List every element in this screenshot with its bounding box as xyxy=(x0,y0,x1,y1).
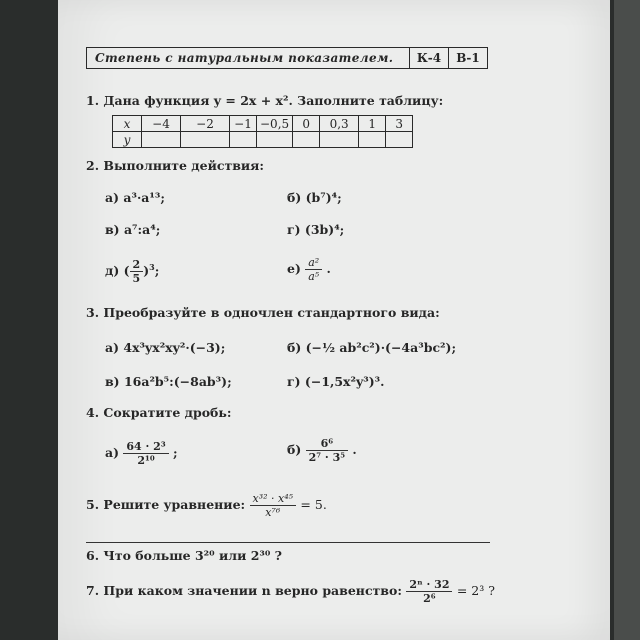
task-7 xyxy=(86,578,495,605)
task-7-number: 7. xyxy=(86,583,100,598)
task-2e-label: е) xyxy=(287,261,301,276)
fraction-num: a² xyxy=(305,256,322,270)
table-cell xyxy=(142,132,181,148)
task-6 xyxy=(86,548,282,563)
fraction xyxy=(305,256,322,283)
task-2-number: 2. xyxy=(86,158,100,173)
task-4b: б) $\frac{\text{6⁶}}{\text{2⁷ · 3⁵}}$ . xyxy=(287,437,357,464)
task-1 xyxy=(86,93,443,108)
task-4a-label: а) xyxy=(105,445,120,460)
task-2-text: Выполните действия: xyxy=(103,158,265,173)
task-2a: а) a³·a¹³; xyxy=(105,190,165,205)
fraction-num: x³² · x⁴⁵ xyxy=(250,492,297,506)
table-cell xyxy=(181,132,230,148)
task-2v: в) a⁷:a⁴; xyxy=(105,222,161,237)
value-table xyxy=(112,115,413,148)
header-box xyxy=(86,47,488,69)
task-1-number: 1. xyxy=(86,93,100,108)
task-1-text: Дана функция y = 2x + x². Заполните таблицу: xyxy=(103,93,444,108)
table-y-label: y xyxy=(113,132,142,148)
fraction-num: 2ⁿ · 32 xyxy=(406,578,452,592)
task-2d-label: д) xyxy=(105,263,120,278)
fraction xyxy=(250,492,297,519)
table-cell xyxy=(359,132,386,148)
task-2 xyxy=(86,158,264,173)
task-2g: г) (3b)⁴; xyxy=(287,222,345,237)
task-2e: е) $\frac{\text{a²}}{\text{a⁵}}$ . xyxy=(287,256,331,283)
task-4 xyxy=(86,405,232,420)
table-cell xyxy=(257,132,293,148)
table-row xyxy=(113,116,413,132)
task-3-number: 3. xyxy=(86,305,100,320)
task-6-text: Что больше 3²⁰ или 2³⁰ ? xyxy=(103,548,283,563)
table-cell: −4 xyxy=(142,116,181,132)
table-cell: −2 xyxy=(181,116,230,132)
table-cell xyxy=(293,132,320,148)
fraction-den: 2¹⁰ xyxy=(137,454,155,467)
fraction-num: 6⁶ xyxy=(306,437,348,451)
fraction xyxy=(130,258,144,285)
task-6-number: 6. xyxy=(86,548,100,563)
fraction-den: 2⁷ · 3⁵ xyxy=(308,451,346,464)
task-3v: в) 16a²b⁵:(−8ab³); xyxy=(105,374,232,389)
table-cell: 1 xyxy=(359,116,386,132)
header-v: В-1 xyxy=(456,51,480,65)
header-k: К-4 xyxy=(410,48,449,68)
fraction xyxy=(406,578,452,605)
table-cell: −0,5 xyxy=(257,116,293,132)
header-title: Степень с натуральным показателем. xyxy=(87,48,410,68)
equation-rhs: = 5. xyxy=(300,497,327,512)
fraction-num: 64 · 2³ xyxy=(123,440,168,454)
table-row xyxy=(113,132,413,148)
task-2b: б) (b⁷)⁴; xyxy=(287,190,342,205)
equation-rhs: = 2³ ? xyxy=(456,583,495,598)
fraction-den: 2⁶ xyxy=(423,592,436,605)
task-7-text: При каком значении n верно равенство: xyxy=(103,583,402,598)
table-x-label: x xyxy=(113,116,142,132)
task-4-text: Сократите дробь: xyxy=(103,405,232,420)
table-cell: 3 xyxy=(386,116,413,132)
table-cell xyxy=(386,132,413,148)
task-3b: б) (−½ ab²c²)·(−4a³bc²); xyxy=(287,340,457,355)
task-3a: а) 4x³yx²xy²·(−3); xyxy=(105,340,226,355)
fraction-den: 5 xyxy=(132,272,141,285)
task-4-number: 4. xyxy=(86,405,100,420)
table-cell xyxy=(320,132,359,148)
exponent: 3 xyxy=(149,261,155,272)
task-3-text: Преобразуйте в одночлен стандартного вида: xyxy=(103,305,440,320)
task-5 xyxy=(86,492,327,519)
table-cell xyxy=(230,132,257,148)
page-edge xyxy=(614,0,640,640)
task-4a: а) $\frac{\text{64 · 2³}}{\text{2¹⁰}}$ ; xyxy=(105,440,178,467)
table-cell: −1 xyxy=(230,116,257,132)
fraction xyxy=(306,437,348,464)
task-3 xyxy=(86,305,440,320)
divider xyxy=(86,542,490,543)
task-4b-label: б) xyxy=(287,442,302,457)
fraction xyxy=(123,440,168,467)
table-cell: 0,3 xyxy=(320,116,359,132)
fraction-den: x⁷⁶ xyxy=(265,506,281,519)
task-2d: д) ( $\frac{2}{5}$ )$^3$; xyxy=(105,258,160,285)
task-3g: г) (−1,5x²y³)³. xyxy=(287,374,385,389)
fraction-num: 2 xyxy=(130,258,144,272)
task-5-number: 5. xyxy=(86,497,100,512)
fraction-den: a⁵ xyxy=(308,270,320,283)
task-5-text: Решите уравнение: xyxy=(103,497,246,512)
table-cell: 0 xyxy=(293,116,320,132)
